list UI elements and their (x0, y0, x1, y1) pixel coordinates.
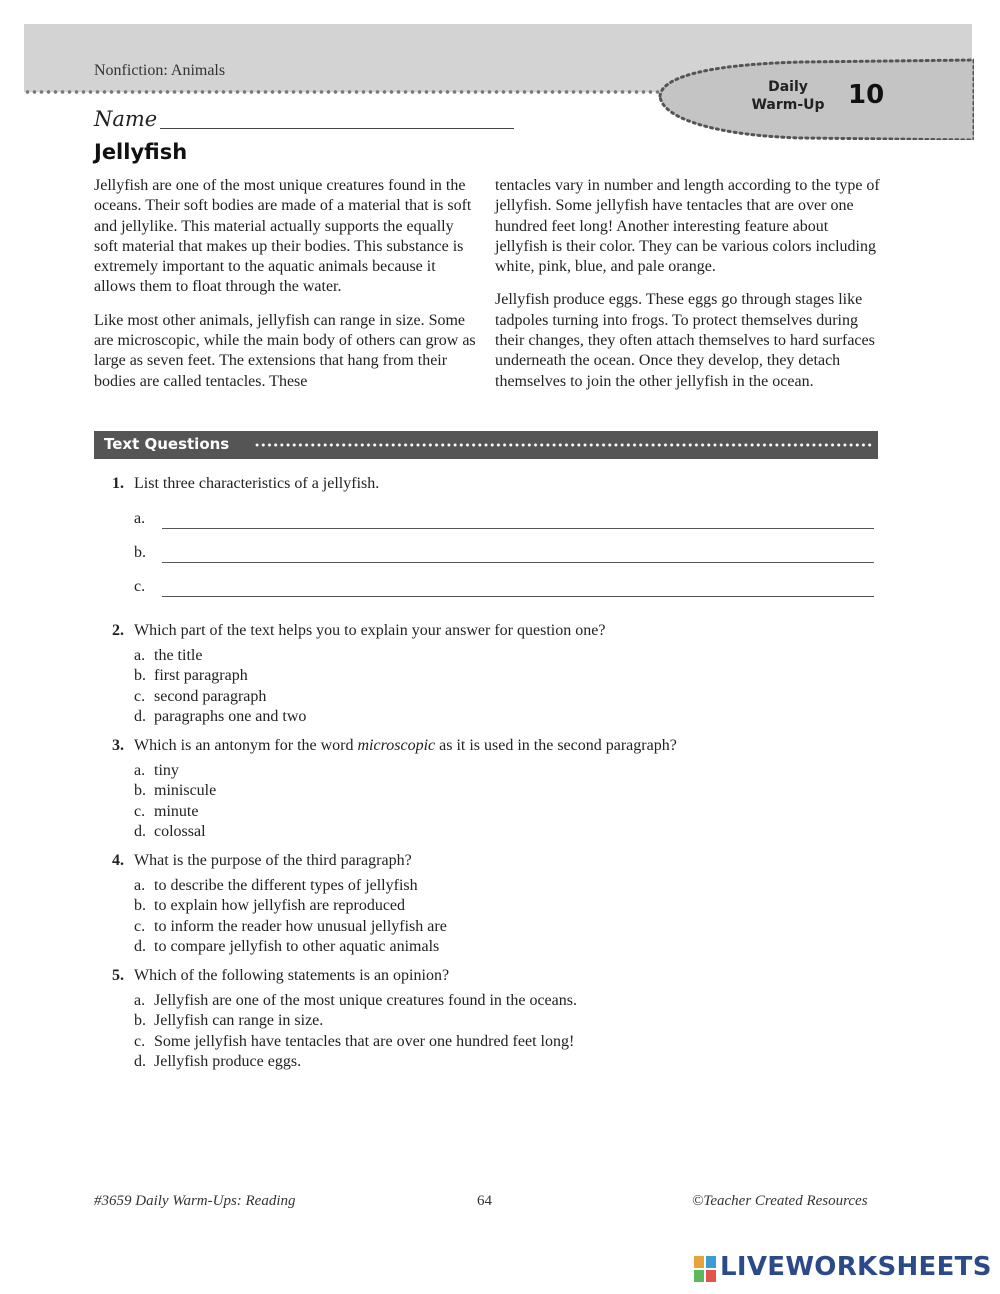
question-text: Which part of the text helps you to explain your answer for question one? (134, 622, 606, 639)
option[interactable]: b. Jellyfish can range in size. (134, 1012, 324, 1030)
brand-name: LIVEWORKSHEETS (720, 1252, 992, 1282)
question-3-options (134, 761, 216, 842)
passage-left-column (94, 176, 480, 405)
header-dotted-rule (24, 88, 664, 96)
passage-paragraph: tentacles vary in number and length according to the type of jellyfish. Some jellyfish have tentacles that are over one hundred feet long! Another interesting feature about jellyfish is their color. They can be various colors including white, pink, blue, and pale orange. (495, 177, 880, 276)
question-4-options (134, 876, 447, 957)
option[interactable]: c. Some jellyfish have tentacles that are over one hundred feet long! (134, 1032, 575, 1050)
name-input-line[interactable] (160, 128, 514, 129)
answer-letter: b. (134, 544, 146, 561)
question-number: 2. (112, 622, 124, 639)
footer-right: ©Teacher Created Resources (692, 1193, 868, 1209)
badge-number: 10 (848, 80, 885, 110)
name-label: Name (94, 107, 158, 131)
option[interactable]: d. to compare jellyfish to other aquatic animals (134, 937, 440, 955)
badge-label-line1: Daily (768, 79, 808, 95)
question-text: Which is an antonym for the word (134, 737, 358, 754)
option[interactable]: c. minute (134, 802, 199, 820)
option[interactable]: a. Jellyfish are one of the most unique creatures found in the oceans. (134, 992, 577, 1009)
question-text: What is the purpose of the third paragraph? (134, 852, 412, 869)
question-text: List three characteristics of a jellyfish. (134, 475, 380, 492)
option[interactable]: d. Jellyfish produce eggs. (134, 1052, 302, 1070)
question-number: 5. (112, 967, 124, 984)
question-2 (112, 621, 605, 641)
question-4 (112, 851, 412, 871)
question-5 (112, 966, 449, 986)
question-text: as it is used in the second paragraph? (435, 737, 677, 754)
badge-label-line2: Warm-Up (751, 97, 825, 113)
page-title: Jellyfish (94, 140, 188, 164)
footer-left: #3659 Daily Warm-Ups: Reading (94, 1193, 296, 1209)
answer-line-a[interactable] (134, 510, 874, 532)
option[interactable]: c. second paragraph (134, 687, 267, 705)
passage-paragraph: Jellyfish are one of the most unique creatures found in the oceans. Their soft bodies are made of a material that is soft and jellylike. This material actually supports the equally soft material that makes up their bodies. This substance is extremely important to the aquatic animals because it allows them to float through the water. (94, 177, 472, 296)
option[interactable]: a. to describe the different types of jellyfish (134, 877, 418, 894)
passage-paragraph: Jellyfish produce eggs. These eggs go through stages like tadpoles turning into frogs. To protect themselves during their changes, they often attach themselves to hard surfaces underneath the ocean. Once they develop, they detach themselves to join the other jellyfish in the ocean. (495, 291, 875, 390)
question-number: 3. (112, 737, 124, 754)
answer-letter: a. (134, 510, 146, 527)
question-text: Which of the following statements is an opinion? (134, 967, 450, 984)
option[interactable]: b. miniscule (134, 782, 217, 800)
question-5-options (134, 991, 577, 1072)
question-number: 4. (112, 852, 124, 869)
answer-letter: c. (134, 578, 146, 595)
option[interactable]: b. to explain how jellyfish are reproduced (134, 897, 406, 915)
text-questions-title: Text Questions (104, 435, 230, 453)
badge-label (732, 78, 844, 114)
option[interactable]: d. colossal (134, 822, 206, 840)
option[interactable]: a. the title (134, 647, 203, 664)
option[interactable]: c. to inform the reader how unusual jellyfish are (134, 917, 447, 935)
option[interactable]: a. tiny (134, 762, 179, 779)
question-3 (112, 736, 677, 756)
option[interactable]: b. first paragraph (134, 667, 248, 685)
text-questions-bar (94, 431, 878, 459)
liveworksheets-logo-icon (694, 1256, 716, 1282)
answer-line-b[interactable] (134, 544, 874, 566)
passage-right-column (495, 176, 881, 405)
question-italic-word: microscopic (357, 737, 436, 754)
answer-line-c[interactable] (134, 578, 874, 600)
passage-paragraph: Like most other animals, jellyfish can range in size. Some are microscopic, while the main body of others can grow as large as seven feet. The extensions that hang from their bodies are called tentacles. These (94, 311, 476, 390)
questions-bar-dots (254, 442, 872, 448)
page-number: 64 (477, 1193, 492, 1209)
question-number: 1. (112, 475, 124, 492)
question-2-options (134, 646, 306, 727)
question-1 (112, 474, 379, 494)
option[interactable]: d. paragraphs one and two (134, 707, 307, 725)
section-label: Nonfiction: Animals (94, 62, 226, 79)
